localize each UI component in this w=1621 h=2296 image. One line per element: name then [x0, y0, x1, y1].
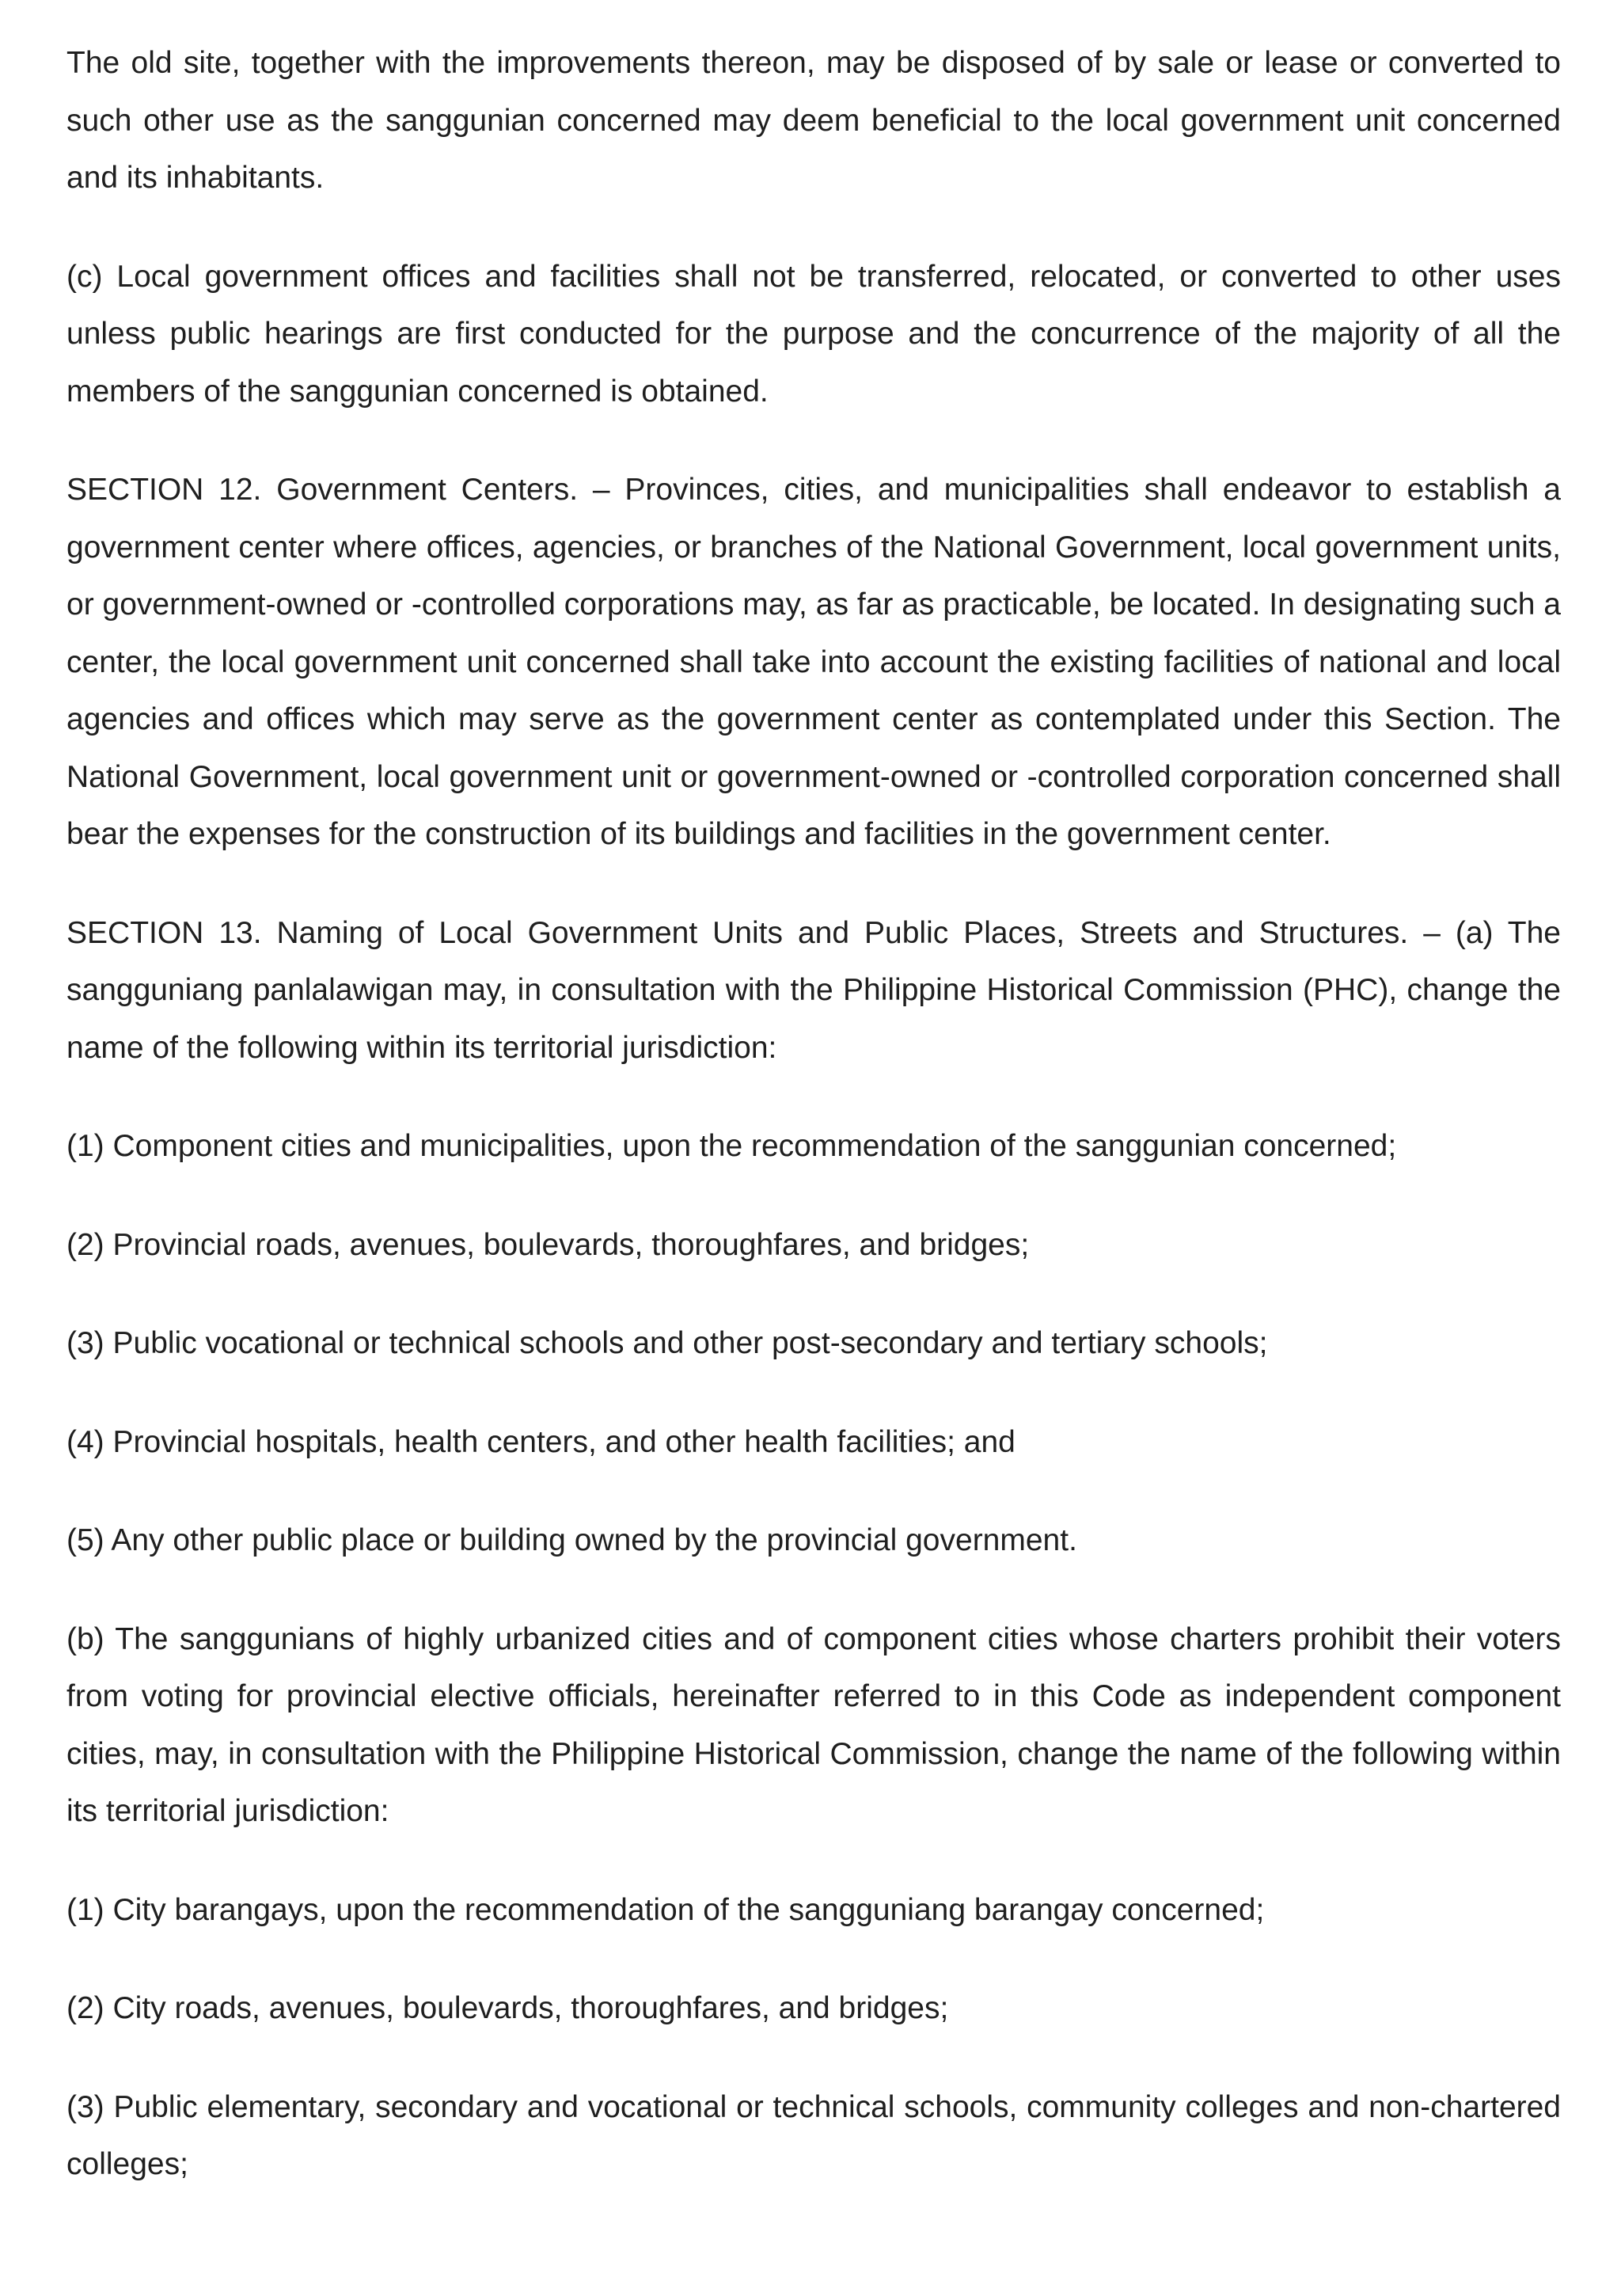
list-item-a-3: (3) Public vocational or technical schools and other post-secondary and tertiary schools; — [66, 1326, 1268, 1360]
list-item-b-3: (3) Public elementary, secondary and vocational or technical schools, community colleges and non-chartered colleges; — [66, 2089, 1561, 2181]
paragraph-section-13-a: SECTION 13. Naming of Local Government Units and Public Places, Streets and Structures. – (a) The sangguniang panlalawigan may, in consultation with the Philippine Historical Commission (PHC), change the name of the following within its territorial jurisdiction: — [66, 915, 1561, 1065]
paragraph-old-site: The old site, together with the improvements thereon, may be disposed of by sale or lease or converted to such other use as the sanggunian concerned may deem beneficial to the local government unit concerned and its inhabitants. — [66, 46, 1561, 195]
paragraph-section-12: SECTION 12. Government Centers. – Provinces, cities, and municipalities shall endeavor to establish a government center where offices, agencies, or branches of the National Government, local government units, or government-owned or -controlled corporations may, as far as practicable, be located. In designating such a center, the local government unit concerned shall take into account the existing facilities of national and local agencies and offices which may serve as the government center as contemplated under this Section. The National Government, local government unit or government-owned or -controlled corporation concerned shall bear the expenses for the construction of its buildings and facilities in the government center. — [66, 473, 1561, 851]
paragraph-section-11-c: (c) Local government offices and facilities shall not be transferred, relocated, or converted to other uses unless public hearings are first conducted for the purpose and the concurrence of the majority of all the members of the sanggunian concerned is obtained. — [66, 259, 1561, 409]
list-item-b-2: (2) City roads, avenues, boulevards, thoroughfares, and bridges; — [66, 1991, 949, 2025]
list-item-a-2: (2) Provincial roads, avenues, boulevards, thoroughfares, and bridges; — [66, 1227, 1030, 1262]
paragraph-section-13-b: (b) The sanggunians of highly urbanized cities and of component cities whose charters prohibit their voters from voting for provincial elective officials, hereinafter referred to in this Code as independent component cities, may, in consultation with the Philippine Historical Commission, change the name of the following within its territorial jurisdiction: — [66, 1621, 1561, 1828]
list-item-b-1: (1) City barangays, upon the recommendation of the sangguniang barangay concerned; — [66, 1892, 1265, 1927]
list-item-a-1: (1) Component cities and municipalities, upon the recommendation of the sanggunian concerned; — [66, 1129, 1397, 1163]
list-item-a-5: (5) Any other public place or building owned by the provincial government. — [66, 1523, 1077, 1557]
list-item-a-4: (4) Provincial hospitals, health centers, and other health facilities; and — [66, 1424, 1015, 1459]
document-body — [66, 35, 1561, 2235]
